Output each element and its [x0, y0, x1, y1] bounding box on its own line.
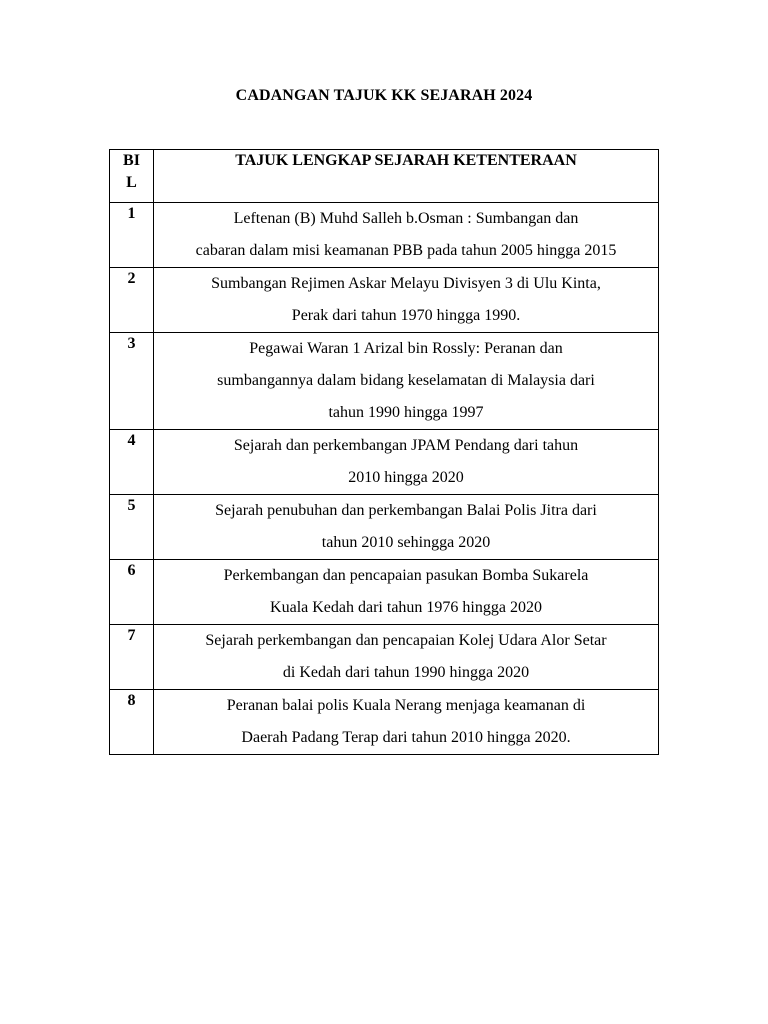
- row-number: 3: [110, 333, 154, 430]
- row-title: [154, 333, 659, 430]
- row-number: 5: [110, 495, 154, 560]
- row-title-line: Pegawai Waran 1 Arizal bin Rossly: Peranan dan: [249, 340, 563, 357]
- header-title: TAJUK LENGKAP SEJARAH KETENTERAAN: [154, 150, 659, 203]
- table-body: [110, 203, 659, 755]
- row-title-line: tahun 2010 sehingga 2020: [321, 534, 491, 551]
- row-title-line: Sejarah perkembangan dan pencapaian Kolej Udara Alor Setar: [205, 632, 607, 649]
- table-row: [110, 495, 659, 560]
- row-title: [154, 268, 659, 333]
- row-title-line: 2010 hingga 2020: [348, 469, 464, 486]
- row-title: [154, 690, 659, 755]
- header-number-line: BI: [123, 152, 140, 169]
- row-title-line: Leftenan (B) Muhd Salleh b.Osman : Sumbangan dan: [233, 210, 579, 227]
- table-row: [110, 690, 659, 755]
- row-title: [154, 203, 659, 268]
- table-row: [110, 625, 659, 690]
- row-title-line: cabaran dalam misi keamanan PBB pada tahun 2005 hingga 2015: [195, 242, 617, 259]
- table-row: [110, 560, 659, 625]
- row-number: 8: [110, 690, 154, 755]
- table-row: [110, 203, 659, 268]
- row-title-line: Kuala Kedah dari tahun 1976 hingga 2020: [270, 599, 542, 616]
- header-number-line: L: [126, 174, 137, 191]
- row-number: 4: [110, 430, 154, 495]
- table-row: [110, 333, 659, 430]
- row-title-line: Sejarah dan perkembangan JPAM Pendang dari tahun: [233, 437, 579, 454]
- row-title-line: Perak dari tahun 1970 hingga 1990.: [291, 307, 521, 324]
- row-title: [154, 625, 659, 690]
- page-title: CADANGAN TAJUK KK SEJARAH 2024: [235, 87, 533, 104]
- row-title-line: sumbangannya dalam bidang keselamatan di Malaysia dari: [217, 372, 595, 389]
- row-title: [154, 495, 659, 560]
- table-row: [110, 430, 659, 495]
- row-title-line: Daerah Padang Terap dari tahun 2010 hingga 2020.: [241, 729, 571, 746]
- row-title-line: di Kedah dari tahun 1990 hingga 2020: [282, 664, 530, 681]
- table-row: [110, 268, 659, 333]
- row-title-line: Sejarah penubuhan dan perkembangan Balai Polis Jitra dari: [215, 502, 597, 519]
- row-title-line: Perkembangan dan pencapaian pasukan Bomba Sukarela: [223, 567, 589, 584]
- row-number: 7: [110, 625, 154, 690]
- table-header-row: [110, 150, 659, 203]
- header-number: [110, 150, 154, 203]
- row-number: 2: [110, 268, 154, 333]
- titles-table: [109, 149, 659, 755]
- row-number: 1: [110, 203, 154, 268]
- row-title-line: Peranan balai polis Kuala Nerang menjaga keamanan di: [226, 697, 586, 714]
- row-title: [154, 430, 659, 495]
- row-title-line: Sumbangan Rejimen Askar Melayu Divisyen 3 di Ulu Kinta,: [211, 275, 601, 292]
- row-number: 6: [110, 560, 154, 625]
- row-title-line: tahun 1990 hingga 1997: [328, 404, 484, 421]
- row-title: [154, 560, 659, 625]
